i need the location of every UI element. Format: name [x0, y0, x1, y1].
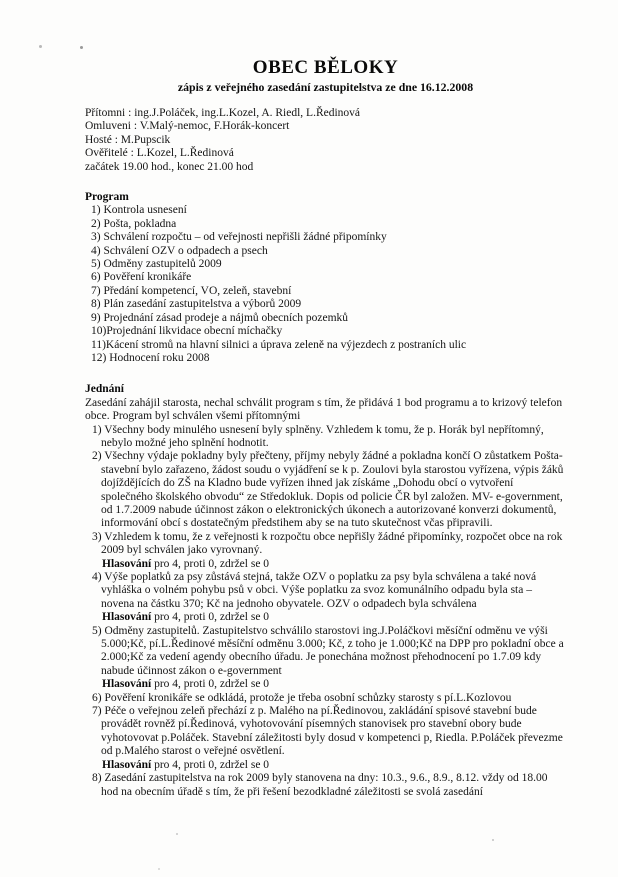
jednani-list [85, 424, 566, 799]
agenda-item-text: 2) Všechny výdaje pokladny byly přečteny, příjmy nebyly žádné a pokladna končí O zůstatkem Pošta- stavební bylo zařazeno, žádost soudu o vyjádření se k p. Zoulovi byla starostou vyřízena, výpis žáků dojíždějících do ZŠ na Kladno bude vyřízen ihned jak získáme „Dohodu obcí o vytvoření společného školského obvodu“ ze Středokluk. Dopis od policie ČR byl založen. MV- e-government, od 1.7.2009 nabude účinnost zákon o elektronických úkonech a autorizované konverzi dokumentů, informování obcí s dostatečným předstihem aby se na tuto skutečnost včas připravili. [92, 450, 564, 530]
jednani-heading: Jednání [85, 383, 124, 396]
program-item: 7) Předání kompetencí, VO, zeleň, stavební [91, 284, 292, 297]
agenda-item-text: 6) Pověření kronikáře se odkládá, protože je třeba osobní schůzky starosty s pí.L.Kozlovou [92, 691, 512, 704]
attendance-line: Ověřitelé : L.Kozel, L.Ředinová [85, 147, 234, 160]
program-heading: Program [85, 191, 129, 204]
attendance-line: Omluveni : V.Malý-nemoc, F.Horák-koncert [85, 120, 290, 133]
agenda-item-text: 7) Péče o veřejnou zeleň přechází z p. Malého na pí.Ředinovou, zakládání spisové stavební bude provádět rovněž pí.Ředinová, vyhotovování písemných stanovisek pro stavební obory bude vyhotovovat p.Poláček. Stavební záležitosti byly dosud v kompetenci p, Riedla. P.Poláček převezme od p.Malého starost o veřejné osvětlení. [92, 705, 563, 758]
agenda-item-text: 1) Všechny body minulého usnesení byly splněny. Vzhledem k tomu, že p. Horák byl nepřítomný, nebylo možné jeho splnění hodnotit. [92, 423, 544, 449]
program-section [85, 191, 566, 365]
attendance-line: Hosté : M.Pupscik [85, 133, 171, 146]
agenda-item-1 [85, 424, 566, 451]
agenda-item-text: 3) Vzhledem k tomu, že z veřejnosti k rozpočtu obce nepřišly žádné připomínky, rozpočet obce na rok 2009 byl schválen jako vyrovnaný. [92, 530, 563, 557]
agenda-item-2 [85, 450, 566, 530]
voting-result: Hlasování pro 4, proti 0, zdržel se 0 [102, 758, 270, 771]
agenda-item-3 [85, 531, 566, 571]
voting-label: Hlasování [102, 678, 152, 691]
jednani-section [85, 383, 566, 799]
program-item: 9) Projednání zásad prodeje a nájmů obecních pozemků [91, 311, 349, 324]
voting-label: Hlasování [102, 557, 152, 570]
attendance-line: Přítomni : ing.J.Poláček, ing.L.Kozel, A. Riedl, L.Ředinová [85, 107, 361, 119]
document-body [85, 57, 566, 799]
voting-label: Hlasování [102, 611, 152, 624]
voting-label: Hlasování [102, 758, 152, 771]
attendance-line: začátek 19.00 hod., konec 21.00 hod [85, 160, 254, 173]
scan-speck [80, 46, 83, 49]
scan-speck [158, 868, 160, 870]
program-item: 4) Schválení OZV o odpadech a psech [91, 244, 268, 257]
program-item: 5) Odměny zastupitelů 2009 [91, 258, 222, 271]
voting-result: Hlasování pro 4, proti 0, zdržel se 0 [102, 611, 270, 624]
program-item: 1) Kontrola usnesení [91, 204, 187, 217]
agenda-item-text: 8) Zasedání zastupitelstva na rok 2009 byly stanovena na dny: 10.3., 9.6., 8.9., 8.12. vždy od 18.00 hod na obecním úřadě s tím, že při řešení bezodkladné záležitosti se svolá zasedání [92, 772, 548, 798]
agenda-item-text: 4) Výše poplatků za psy zůstává stejná, takže OZV o poplatku za psy byla schválena a také nová vyhláška o volném pohybu psů v obci. Výše poplatku za svoz komunálního odpadu byla sta – novena na částku 370; Kč na jednoho obyvatele. OZV o odpadech byla schválena [92, 571, 537, 610]
attendance-block [85, 107, 566, 174]
program-list [85, 204, 566, 365]
program-item: 10)Projednání likvidace obecní míchačky [91, 325, 283, 338]
agenda-item-5 [85, 625, 566, 692]
voting-result: Hlasování pro 4, proti 0, zdržel se 0 [102, 557, 270, 570]
document-title: OBEC BĚLOKY [252, 57, 399, 78]
agenda-item-7 [85, 705, 566, 772]
document-subtitle: zápis z veřejného zasedání zastupitelstva ze dne 16.12.2008 [177, 80, 474, 94]
agenda-item-8 [85, 772, 566, 799]
program-item: 8) Plán zasedání zastupitelstva a výborů 2009 [91, 298, 302, 311]
document-header [85, 57, 566, 95]
scan-speck [176, 833, 178, 835]
program-item: 11)Kácení stromů na hlavní silnici a úprava zeleně na výjezdech z postraních ulic [91, 338, 467, 351]
program-item: 6) Pověření kronikáře [91, 271, 192, 284]
program-item: 2) Pošta, pokladna [91, 217, 177, 230]
scan-speck [492, 839, 494, 841]
scan-speck [39, 45, 42, 48]
agenda-item-6 [85, 692, 566, 705]
program-item: 12) Hodnocení roku 2008 [91, 351, 210, 364]
jednani-intro: Zasedání zahájil starosta, nechal schválit program s tím, že přidává 1 bod programu a to krizový telefon obce. Program byl schválen všemi přítomnými [85, 396, 563, 423]
program-item: 3) Schválení rozpočtu – od veřejnosti nepřišli žádné připomínky [91, 231, 387, 244]
agenda-item-text: 5) Odměny zastupitelů. Zastupitelstvo schválilo starostovi ing.J.Poláčkovi měsíční odměnu ve výši 5.000;Kč, pí.L.Ředinové měsíční odměnu 3.000; Kč, z toho je 1.000;Kč na DPP pro pokladní obce a 2.000;Kč za vedení agendy obecního úřadu. Je ponechána možnost přehodnocení po 1.7.09 kdy nabude účinnost zákon o e-government [92, 624, 564, 677]
agenda-item-4 [85, 571, 566, 625]
voting-result: Hlasování pro 4, proti 0, zdržel se 0 [102, 678, 270, 691]
